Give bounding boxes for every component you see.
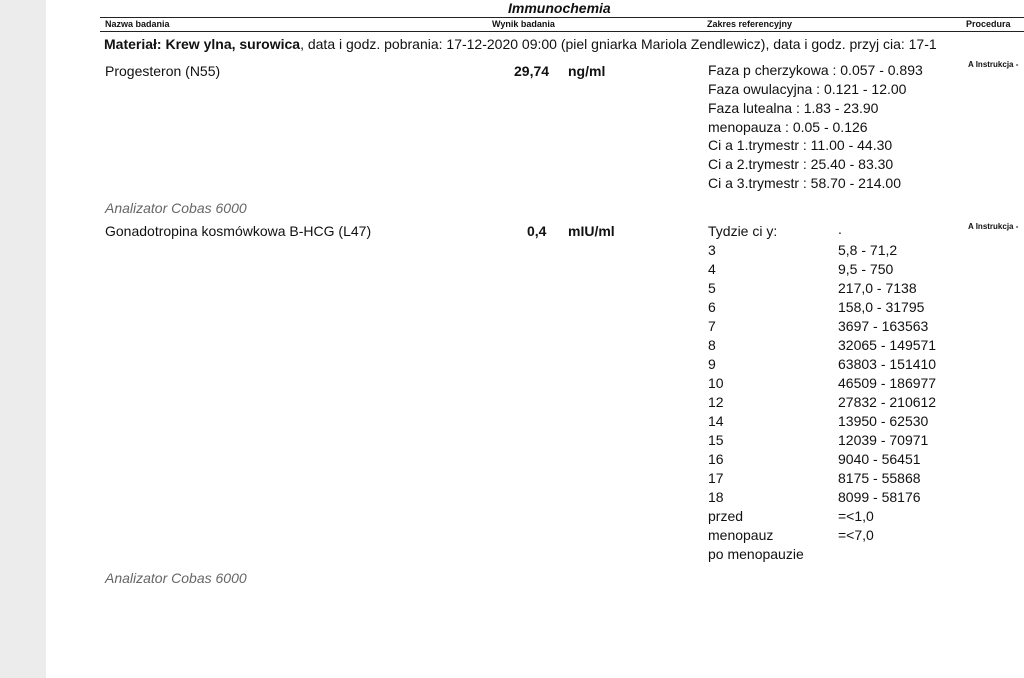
week-label: 12 (708, 394, 724, 410)
procedure-note: A Instrukcja - (968, 60, 1019, 69)
week-label: przed (708, 508, 744, 524)
column-header-range: Zakres referencyjny (707, 19, 793, 29)
material-info (104, 36, 937, 52)
column-header-result: Wynik badania (492, 19, 555, 29)
week-label: 17 (708, 470, 724, 486)
test-unit: mIU/ml (568, 223, 615, 239)
week-range: 13950 - 62530 (838, 413, 929, 429)
header-rule-bottom (100, 31, 1024, 32)
week-label: 8 (708, 337, 716, 353)
week-range: 217,0 - 7138 (838, 280, 917, 296)
reference-range-line: Faza lutealna : 1.83 - 23.90 (708, 100, 879, 116)
week-label: 6 (708, 299, 716, 315)
test-value: 29,74 (514, 63, 550, 79)
week-header-dot: . (838, 221, 842, 237)
week-label: 10 (708, 375, 724, 391)
week-range: 9,5 - 750 (838, 261, 894, 277)
reference-range-line: Faza p cherzykowa : 0.057 - 0.893 (708, 62, 923, 78)
week-range: 5,8 - 71,2 (838, 242, 898, 258)
column-header-test: Nazwa badania (105, 19, 170, 29)
week-label: 5 (708, 280, 716, 296)
reference-range-line: menopauza : 0.05 - 0.126 (708, 119, 868, 135)
column-header-procedure: Procedura (966, 19, 1011, 29)
week-label: 14 (708, 413, 724, 429)
week-label: po menopauzie (708, 546, 804, 562)
reference-range-line: Ci a 3.trymestr : 58.70 - 214.00 (708, 175, 901, 191)
test-value: 0,4 (527, 223, 547, 239)
week-header: Tydzie ci y: (708, 223, 778, 239)
week-label: menopauz (708, 527, 774, 543)
procedure-note: A Instrukcja - (968, 222, 1019, 231)
test-name: Gonadotropina kosmówkowa B-HCG (L47) (105, 223, 372, 239)
week-label: 4 (708, 261, 716, 277)
week-label: 18 (708, 489, 724, 505)
week-label: 9 (708, 356, 716, 372)
week-label: 16 (708, 451, 724, 467)
week-range: 9040 - 56451 (838, 451, 921, 467)
week-range: 12039 - 70971 (838, 432, 929, 448)
week-range: 32065 - 149571 (838, 337, 937, 353)
test-unit: ng/ml (568, 63, 606, 79)
analyzer-label: Analizator Cobas 6000 (105, 570, 247, 586)
material-label: Materiał: Krew ylna, surowica (104, 36, 301, 52)
analyzer-label: Analizator Cobas 6000 (105, 200, 247, 216)
week-range: 3697 - 163563 (838, 318, 929, 334)
section-title: Immunochemia (508, 0, 611, 16)
test-name: Progesteron (N55) (105, 63, 221, 79)
reference-range-line: Faza owulacyjna : 0.121 - 12.00 (708, 81, 907, 97)
week-range: 8099 - 58176 (838, 489, 921, 505)
header-rule-top (100, 17, 1024, 18)
week-label: 7 (708, 318, 716, 334)
week-range: 27832 - 210612 (838, 394, 937, 410)
week-range: =<1,0 (838, 508, 874, 524)
material-details: , data i godz. pobrania: 17-12-2020 09:00 (piel gniarka Mariola Zendlewicz), data i godz. przyj cia: 17-1 (300, 36, 937, 52)
reference-range-line: Ci a 1.trymestr : 11.00 - 44.30 (708, 137, 893, 153)
reference-range-line: Ci a 2.trymestr : 25.40 - 83.30 (708, 156, 894, 172)
week-range: 158,0 - 31795 (838, 299, 925, 315)
week-range: 8175 - 55868 (838, 470, 921, 486)
week-label: 3 (708, 242, 716, 258)
week-label: 15 (708, 432, 724, 448)
week-range: 63803 - 151410 (838, 356, 937, 372)
week-range: 46509 - 186977 (838, 375, 937, 391)
week-range: =<7,0 (838, 527, 874, 543)
